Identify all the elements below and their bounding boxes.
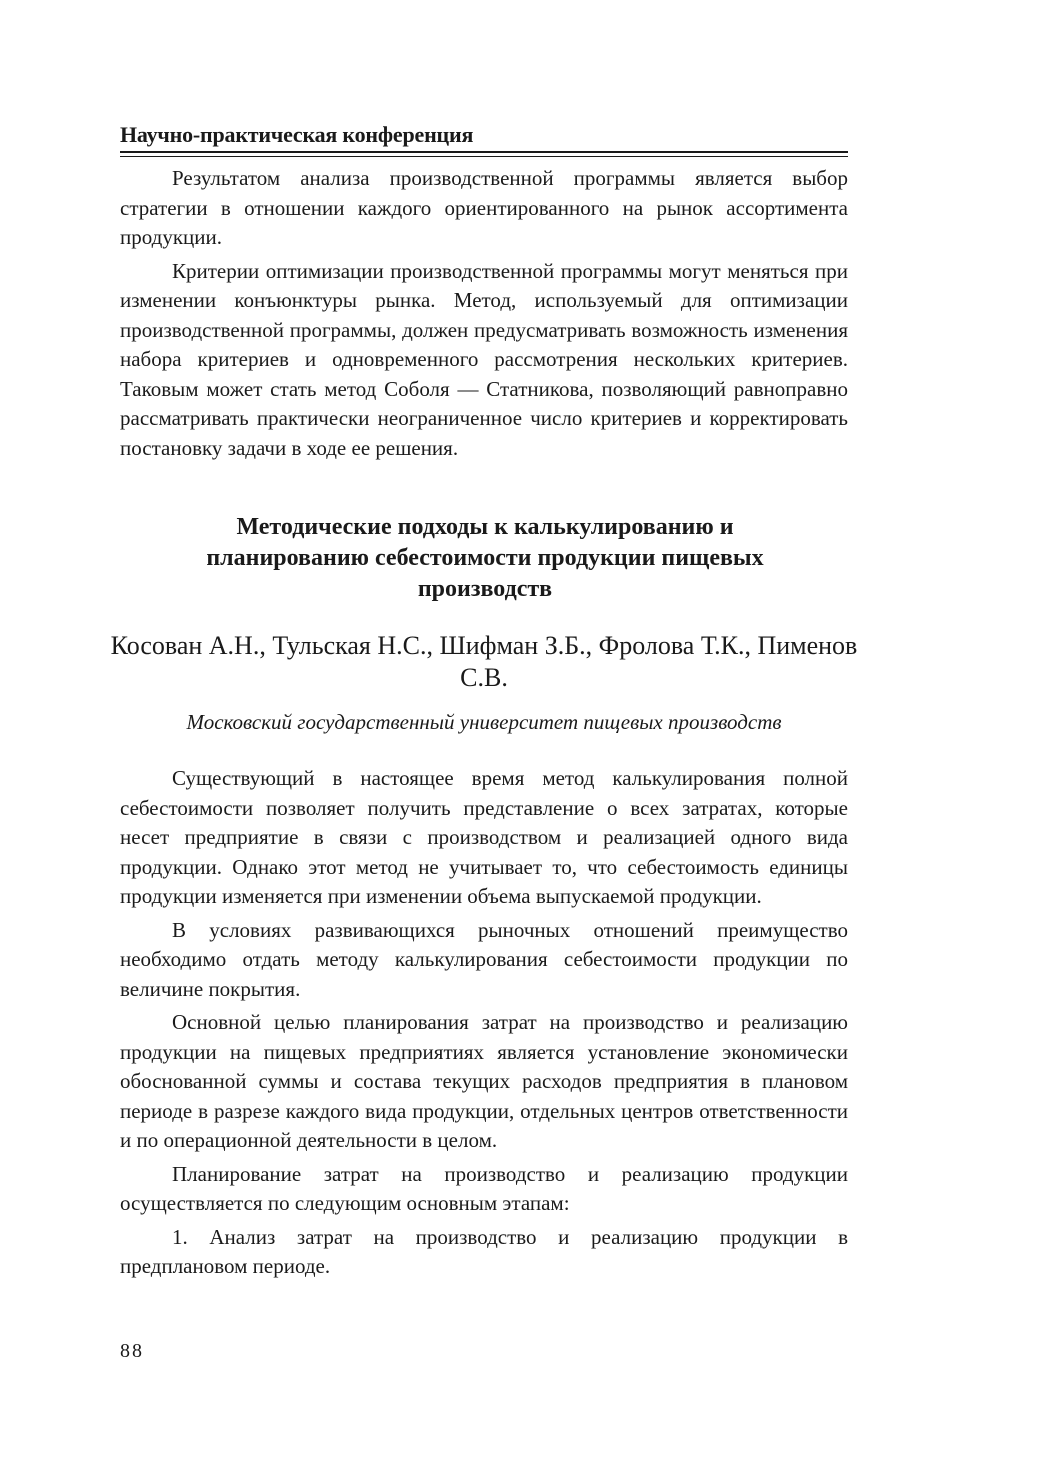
paragraph: Планирование затрат на производство и реализацию продукции осуществляется по следующим основным этапам: <box>120 1161 848 1215</box>
intro-text <box>120 164 848 463</box>
article-body <box>120 764 848 1282</box>
running-header: Научно-практическая конференция <box>120 122 474 147</box>
paragraph: Существующий в настоящее время метод калькулирования полной себестоимости позволяет получить представление о всех затратах, которые несет предприятие в связи с производством и реализацией одного вида продукции. Однако этот метод не учитывает то, что себестоимость единицы продукции изменяется при изменении объема выпускаемой продукции. <box>120 766 848 908</box>
header-rule-thick <box>120 151 848 153</box>
paragraph: 1. Анализ затрат на производство и реализацию продукции в предплановом периоде. <box>120 1224 848 1278</box>
affiliation: Московский государственный университет пищевых производств <box>186 710 782 734</box>
paragraph: В условиях развивающихся рыночных отношений преимущество необходимо отдать методу калькулирования себестоимости продукции по величине покрытия. <box>120 917 848 1001</box>
paragraph: Результатом анализа производственной программы является выбор стратегии в отношении каждого ориентированного на рынок ассортимента продукции. <box>120 166 848 249</box>
authors: Косован А.Н., Тульская Н.С., Шифман З.Б., Фролова Т.К., Пименов С.В. <box>110 631 858 692</box>
header-rule-thin <box>120 156 848 157</box>
article-title: Методические подходы к калькулированию и планированию себестоимости продукции пищевых производств <box>206 514 764 602</box>
paragraph: Основной целью планирования затрат на производство и реализацию продукции на пищевых предприятиях является установление экономически обоснованной суммы и состава текущих расходов предприятия в плановом периоде в разрезе каждого вида продукции, отдельных центров ответственности и по операционной деятельности в целом. <box>120 1010 848 1152</box>
paragraph: Критерии оптимизации производственной программы могут меняться при изменении конъюнктуры рынка. Метод, используемый для оптимизации производственной программы, должен предусматривать возможность изменения набора критериев и одновременного рассмотрения нескольких критериев. Таковым может стать метод Соболя — Статникова, позволяющий равноправно рассматривать практически неограниченное число критериев и корректировать постановку задачи в ходе ее решения. <box>120 258 848 460</box>
page-number: 88 <box>120 1340 144 1362</box>
